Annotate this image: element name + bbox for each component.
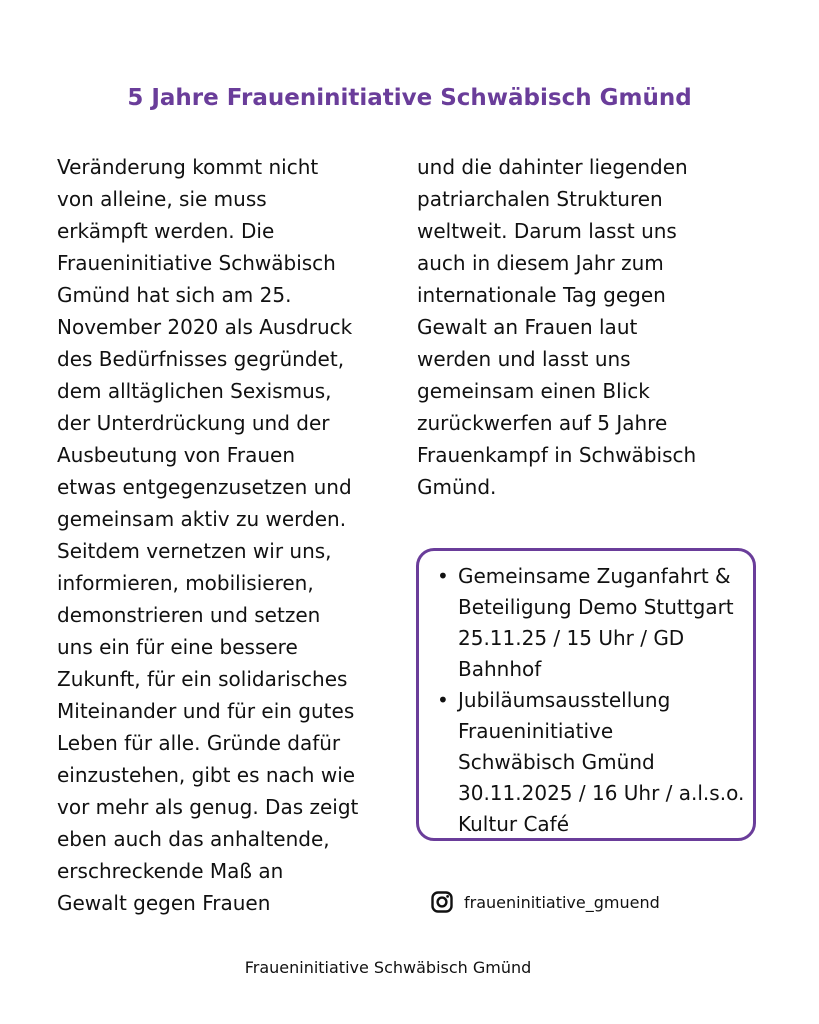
event-text-line: Gemeinsame Zuganfahrt & — [458, 564, 731, 588]
text-line: Fraueninitiative Schwäbisch — [57, 251, 336, 275]
text-line: und die dahinter liegenden — [417, 155, 688, 179]
page-title: 5 Jahre Fraueninitiative Schwäbisch Gmünd — [127, 85, 692, 111]
text-line: Leben für alle. Gründe dafür — [57, 731, 341, 755]
text-line: Gmünd. — [417, 475, 497, 499]
text-line: einzustehen, gibt es nach wie — [57, 763, 356, 787]
event-text-line: Jubiläumsausstellung — [458, 688, 671, 712]
text-line: zurückwerfen auf 5 Jahre — [417, 411, 668, 435]
text-line: eben auch das anhaltende, — [57, 827, 330, 851]
text-line: informieren, mobilisieren, — [57, 571, 314, 595]
text-line: erschreckende Maß an — [57, 859, 284, 883]
text-line: vor mehr als genug. Das zeigt — [57, 795, 359, 819]
text-line: Miteinander und für ein gutes — [57, 699, 355, 723]
text-line: uns ein für eine bessere — [57, 635, 298, 659]
text-line: werden und lasst uns — [417, 347, 631, 371]
body-text-right-column — [417, 151, 757, 503]
text-line: auch in diesem Jahr zum — [417, 251, 664, 275]
text-line: Gewalt an Frauen laut — [417, 315, 638, 339]
body-text-left-column — [57, 151, 397, 919]
bullet-icon: • — [437, 564, 449, 588]
instagram-handle-text: fraueninitiative_gmuend — [464, 892, 660, 912]
event-text-line: Kultur Café — [458, 812, 570, 836]
text-line: etwas entgegenzusetzen und — [57, 475, 352, 499]
text-line: des Bedürfnisses gegründet, — [57, 347, 345, 371]
text-line: Gmünd hat sich am 25. — [57, 283, 292, 307]
event-text-line: 25.11.25 / 15 Uhr / GD — [458, 626, 685, 650]
text-line: Frauenkampf in Schwäbisch — [417, 443, 697, 467]
instagram-handle[interactable] — [430, 888, 660, 916]
text-line: von alleine, sie muss — [57, 187, 267, 211]
text-line: Seitdem vernetzen wir uns, — [57, 539, 332, 563]
text-line: November 2020 als Ausdruck — [57, 315, 353, 339]
event-item-jubilee-exhibition — [433, 685, 744, 840]
events-box — [416, 548, 756, 841]
event-text-line: Beteiligung Demo Stuttgart — [458, 595, 734, 619]
text-line: Zukunft, für ein solidarisches — [57, 667, 348, 691]
text-line: patriarchalen Strukturen — [417, 187, 663, 211]
text-line: erkämpft werden. Die — [57, 219, 275, 243]
text-line: Ausbeutung von Frauen — [57, 443, 295, 467]
text-line: dem alltäglichen Sexismus, — [57, 379, 332, 403]
text-line: demonstrieren und setzen — [57, 603, 321, 627]
instagram-icon — [430, 890, 454, 914]
event-item-demo-stuttgart — [433, 561, 744, 685]
event-text-line: Fraueninitiative — [458, 719, 614, 743]
text-line: gemeinsam einen Blick — [417, 379, 650, 403]
event-text-line: Bahnhof — [458, 657, 542, 681]
event-text-line: 30.11.2025 / 16 Uhr / a.l.s.o. — [458, 781, 745, 805]
text-line: der Unterdrückung und der — [57, 411, 330, 435]
event-text-line: Schwäbisch Gmünd — [458, 750, 655, 774]
text-line: internationale Tag gegen — [417, 283, 666, 307]
events-list — [433, 561, 744, 840]
text-line: Veränderung kommt nicht — [57, 155, 319, 179]
text-line: gemeinsam aktiv zu werden. — [57, 507, 347, 531]
text-line: weltweit. Darum lasst uns — [417, 219, 677, 243]
text-line: Gewalt gegen Frauen — [57, 891, 271, 915]
footer-text: Fraueninitiative Schwäbisch Gmünd — [244, 958, 532, 977]
bullet-icon: • — [437, 688, 449, 712]
